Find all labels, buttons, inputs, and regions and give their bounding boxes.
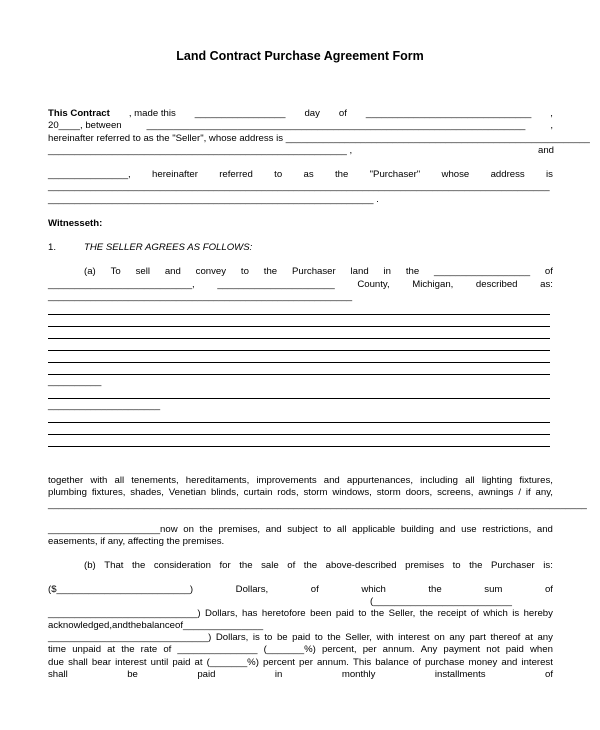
word: until [150,657,169,668]
word: fixtures, [91,487,126,498]
word: the [239,560,253,571]
word: to [264,632,273,643]
word: Seller, [345,632,372,643]
word: of [174,620,183,631]
word: ____________________________) [48,608,201,619]
word: of [338,108,347,119]
word: of [544,584,553,595]
word: __________________ [434,266,531,277]
word: lighting [481,475,513,486]
blank-rule [48,434,550,435]
para-b-line-2 [48,584,553,596]
word: paid [197,669,216,680]
word: and [164,266,181,277]
word: balance [141,620,175,631]
word: including [420,475,458,486]
word: shades, [130,487,164,498]
word: in [274,669,283,680]
word: the [370,608,385,619]
word: to [452,560,461,571]
word: has [242,608,258,619]
word: hereinafter [152,169,198,180]
word: the [132,560,146,571]
word: the [303,560,318,571]
para-a-line-3: _________________________________________________________ [48,291,353,302]
word: fixtures, [519,475,553,486]
word: any [537,632,553,643]
word: (_______%) [263,644,316,655]
word: interest [398,632,430,643]
word: purchase [424,657,465,668]
word: together [48,475,84,486]
para-b-line-4 [48,620,264,632]
word: / [518,487,521,498]
word: to [274,169,283,180]
intro-line-1 [48,108,553,120]
word: Purchaser [291,266,336,277]
word: annum. [382,644,415,655]
word: To [110,266,121,277]
intro-line-3: hereinafter referred to as the "Seller", whose address is _________________________________________________________ [48,133,590,144]
word: the [469,560,483,571]
word: consideration [153,560,211,571]
word: shall [48,669,68,680]
word: doors, [405,487,433,498]
word: whose [441,169,470,180]
word: (_______%) [206,657,259,668]
word: any [449,632,465,643]
word: annum. [316,657,349,668]
word: sum [484,584,503,595]
word: the [428,584,442,595]
word: 20____, between [48,120,122,131]
blank-rule [48,314,550,315]
blank-rule [48,350,550,351]
para-b-line-7 [48,657,553,669]
word: sell [135,266,150,277]
word: of [310,584,319,595]
intro-line-4-blank: ________________________________________________________ , [48,145,353,156]
word: shall [68,657,88,668]
word: _______________________________________________________________________ [146,120,526,131]
word: interest [115,657,147,668]
para-cont-line-5: easements, if any, affecting the premises. [48,536,225,547]
word: percent [262,657,295,668]
word: described [475,279,518,290]
word: as: [540,279,553,290]
word: is: [543,560,553,571]
word: is [546,169,553,180]
section-1-number: 1. [48,242,57,253]
word: at [107,644,116,655]
word: day [304,108,320,119]
word: all [336,524,347,535]
word: all [465,475,475,486]
word: part [469,632,486,643]
word: be [276,632,288,643]
word: rate [140,644,158,655]
word: and [501,657,518,668]
word: any, [535,487,553,498]
word: thereof [490,632,521,643]
word: the [419,608,434,619]
witnesseth-heading: Witnesseth: [48,218,103,229]
word: Venetian [168,487,207,498]
word: of [470,608,479,619]
word: the [263,266,278,277]
intro-line-4-and: and [538,145,555,156]
blank-rule [48,398,550,399]
word: per [299,657,313,668]
word: which [483,608,508,619]
word: tenements, [131,475,179,486]
intro-line-2 [48,120,553,132]
word: Dollars, [215,632,249,643]
word: address [490,169,525,180]
word: time [48,644,67,655]
word: _______________, [48,169,131,180]
blank-short-1: __________ [48,376,102,387]
word: installments [434,669,486,680]
word: the [405,266,420,277]
word: due [48,657,65,668]
para-b-line-1 [84,560,553,572]
word: and [536,524,553,535]
word: bear [91,657,112,668]
word: the [327,632,341,643]
word: with [376,632,394,643]
word: (a) [84,266,96,277]
word: heretofore [261,608,306,619]
word: _______________ [183,620,264,631]
word: if [525,487,531,498]
word: Purchaser [491,560,535,571]
para-b-line-6 [48,644,553,656]
blank-short-2: _____________________ [48,400,161,411]
section-1-heading: THE SELLER AGREES AS FOLLOWS: [84,242,253,253]
word: all [114,475,125,486]
word: land [350,266,369,277]
word: premises [405,560,445,571]
word: on [434,632,445,643]
word: monthly [341,669,376,680]
word: per [362,644,377,655]
intro-line-7: _____________________________________________________________ . [48,194,379,205]
word: Seller, [388,608,416,619]
word: ($_________________________) [48,584,194,595]
word: , made this [128,108,176,119]
word: which [361,584,386,595]
word: Michigan, [412,279,454,290]
word: of [287,560,296,571]
word: with [90,475,108,486]
blank-rule [48,422,550,423]
word: balance [375,657,409,668]
word: Dollars, [205,608,238,619]
word: storm [303,487,328,498]
word: ______________________ [217,279,335,290]
word: to [240,266,249,277]
word: is [252,632,260,643]
word: ______________________________) [48,632,212,643]
word: and [265,524,282,535]
word: acknowledged, [48,620,113,631]
para-cont-line-4 [48,524,553,536]
word: windows, [332,487,372,498]
word: appurtenances, [346,475,413,486]
word: in [383,266,391,277]
word: "Purchaser" [369,169,421,180]
word: This [353,657,372,668]
para-cont-line-3: _____________________________________________________________________________________________________ [48,499,587,510]
word: curtain [243,487,273,498]
word: blinds, [211,487,239,498]
word: subject [287,524,318,535]
word: _______________ [177,644,258,655]
word: the [121,644,135,655]
blank-rule [48,338,550,339]
word: County, [357,279,390,290]
word: hereby [523,608,553,619]
word: _____________________now [48,524,178,535]
word: (b) [84,560,96,571]
para-b-line-3 [48,608,553,620]
word: receipt [437,608,467,619]
word: of [163,644,172,655]
word: and [439,524,456,535]
word: referred [219,169,253,180]
word: of [412,657,421,668]
para-cont-line-1 [48,475,553,487]
word: ___________________________, [48,279,195,290]
word: is [512,608,520,619]
word: at [524,632,533,643]
word: and [112,620,129,631]
word: , [550,120,553,131]
word: to [314,632,323,643]
word: the [334,169,349,180]
word: building [400,524,434,535]
para-a-line-1 [84,266,553,278]
blank-rule [48,326,550,327]
word: screens, [437,487,474,498]
word: of [544,266,553,277]
word: plumbing [48,487,87,498]
word: improvements [256,475,317,486]
word: the [128,620,142,631]
word: _________________ [194,108,286,119]
word: above-described [325,560,397,571]
word: on [183,524,194,535]
word: paid [172,657,191,668]
word: be [127,669,138,680]
word: paid [335,608,354,619]
blank-rule [48,446,550,447]
word: and [323,475,340,486]
word: Any [420,644,438,655]
word: of [544,669,553,680]
blank-rule [48,374,550,375]
word: for [219,560,231,571]
word: paid [292,632,311,643]
word: to [323,524,332,535]
word: interest [521,657,553,668]
para-b-line-8 [48,669,553,681]
word: This Contract [48,108,110,119]
para-cont-line-2 [48,487,553,499]
word: sale [261,560,279,571]
word: paid [505,644,524,655]
word: Dollars, [235,584,269,595]
blank-rule [48,362,550,363]
intro-line-6: ______________________________________________________________________________________________ [48,181,550,192]
word: been [310,608,332,619]
word: _______________________________ [365,108,532,119]
word: rods, [277,487,299,498]
word: restrictions, [482,524,532,535]
word: not [486,644,500,655]
word: as [303,169,314,180]
word: payment [443,644,481,655]
word: premises, [218,524,261,535]
intro-line-5 [48,169,553,181]
word: storm [376,487,401,498]
word: , [550,108,553,119]
para-b-blank: (__________________________ [370,596,512,607]
word: money [468,657,498,668]
word: when [529,644,553,655]
word: percent, [321,644,357,655]
word: convey [195,266,227,277]
word: That [104,560,124,571]
para-a-line-2 [48,279,553,291]
word: the [199,524,213,535]
word: applicable [352,524,396,535]
word: use [461,524,477,535]
word: unpaid [72,644,102,655]
para-b-line-5 [48,632,553,644]
page-title: Land Contract Purchase Agreement Form [176,49,424,63]
word: hereditaments, [185,475,250,486]
word: awnings [478,487,514,498]
word: at [194,657,203,668]
word: to [358,608,367,619]
